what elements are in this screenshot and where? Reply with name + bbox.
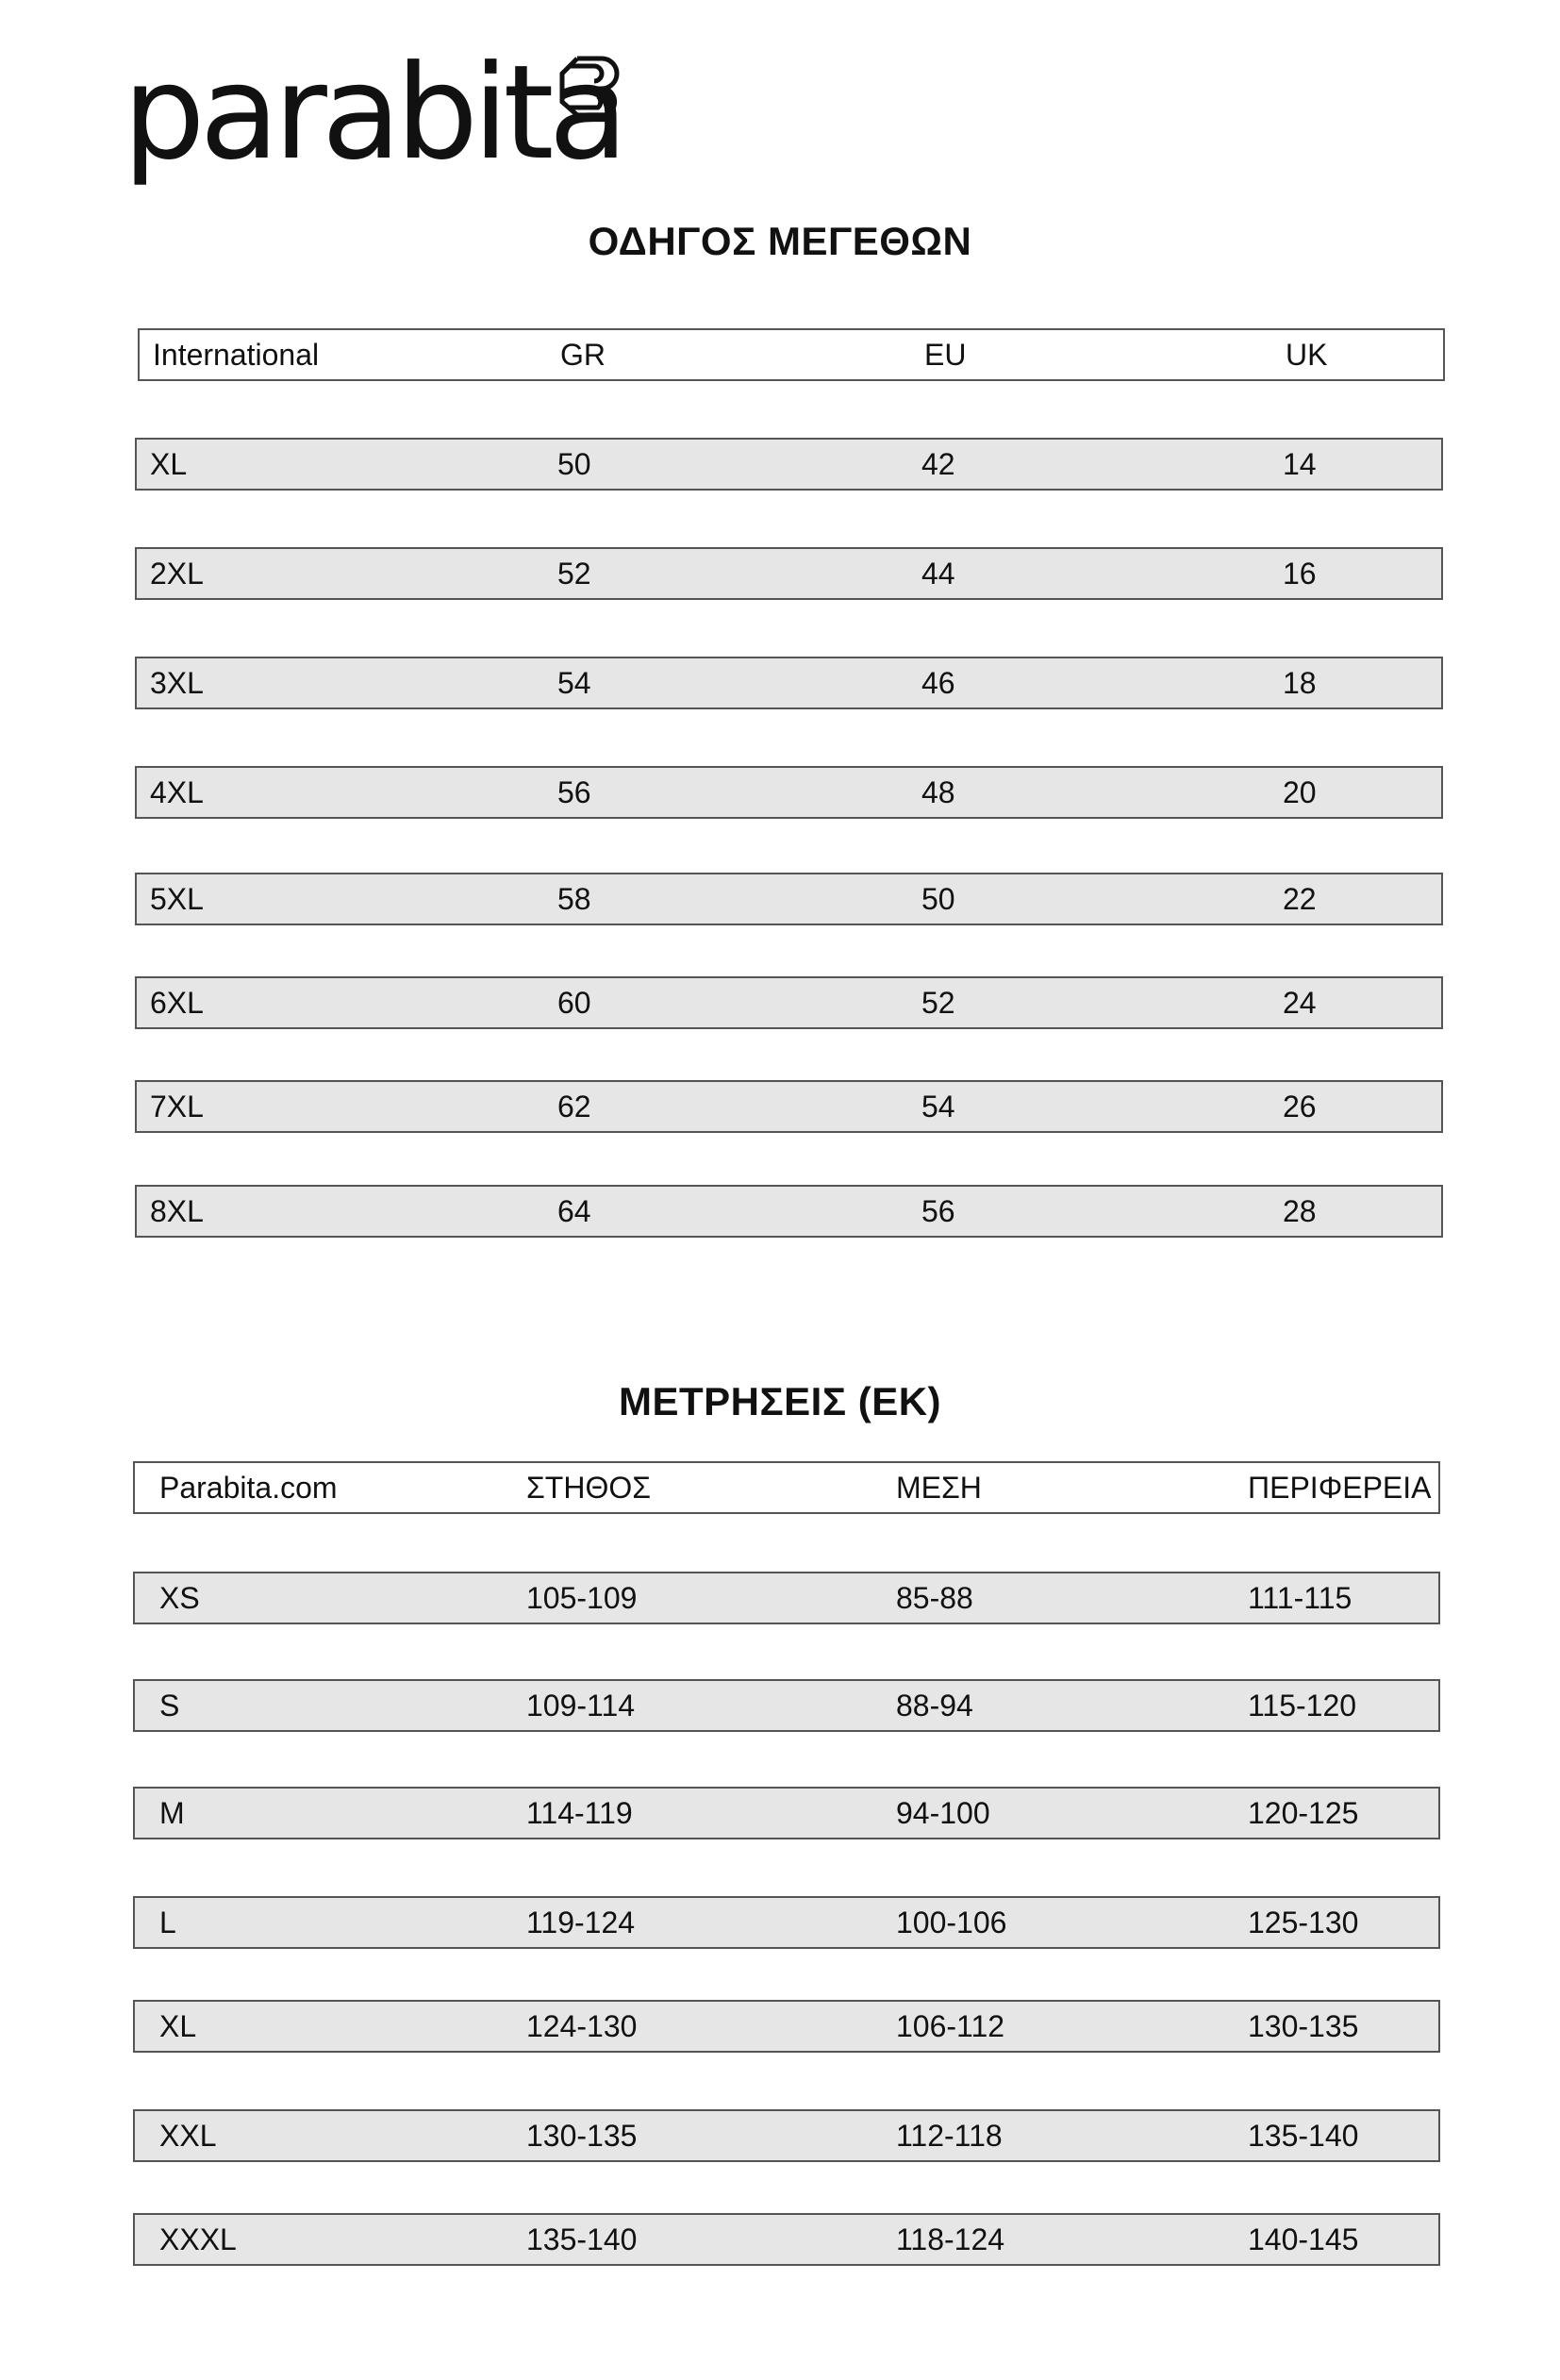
- table-cell: 2XL: [150, 557, 204, 591]
- column-header: EU: [924, 338, 967, 372]
- table-row: [135, 976, 1443, 1029]
- table-cell: 44: [921, 557, 955, 591]
- table-cell: 52: [921, 986, 955, 1020]
- table-cell: 7XL: [150, 1090, 204, 1123]
- table-cell: 18: [1283, 666, 1317, 700]
- column-header: International: [153, 338, 320, 372]
- table-cell: 8XL: [150, 1194, 204, 1228]
- column-header: Parabita.com: [159, 1471, 338, 1505]
- table-cell: 3XL: [150, 666, 204, 700]
- table-cell: 120-125: [1248, 1796, 1359, 1830]
- table-cell: 125-130: [1248, 1906, 1359, 1939]
- table-cell: 119-124: [526, 1906, 636, 1939]
- table-cell: 48: [921, 775, 955, 809]
- table-cell: 94-100: [896, 1796, 990, 1830]
- brand-logo-text: parabita: [123, 37, 623, 189]
- table-cell: XXL: [159, 2119, 217, 2153]
- column-header: ΜΕΣΗ: [896, 1471, 982, 1505]
- table-cell: 62: [557, 1090, 591, 1123]
- table-cell: 114-119: [526, 1796, 633, 1830]
- table-cell: XS: [159, 1581, 200, 1615]
- table-cell: 6XL: [150, 986, 204, 1020]
- table-cell: 130-135: [1248, 2009, 1359, 2043]
- table-cell: 111-115: [1248, 1581, 1353, 1615]
- table-row: [135, 1080, 1443, 1133]
- table-cell: 56: [557, 775, 591, 809]
- table-row: [133, 1679, 1440, 1732]
- table-header-row: [138, 328, 1445, 381]
- table-cell: 26: [1283, 1090, 1317, 1123]
- table-row: [133, 1896, 1440, 1949]
- table-row: [135, 766, 1443, 819]
- table-cell: 60: [557, 986, 591, 1020]
- table-cell: 109-114: [526, 1689, 636, 1723]
- table-cell: 50: [921, 882, 955, 916]
- table-cell: 56: [921, 1194, 955, 1228]
- table-cell: 140-145: [1248, 2222, 1359, 2256]
- table-row: [135, 873, 1443, 925]
- table-cell: 4XL: [150, 775, 204, 809]
- table-cell: 85-88: [896, 1581, 973, 1615]
- column-header: ΣΤΗΘΟΣ: [526, 1471, 651, 1505]
- table-cell: 106-112: [896, 2009, 1005, 2043]
- table-cell: 130-135: [526, 2119, 638, 2153]
- table-cell: 14: [1283, 447, 1317, 481]
- column-header: ΠΕΡΙΦΕΡΕΙΑ: [1248, 1471, 1432, 1505]
- table-row: [135, 657, 1443, 709]
- table-cell: 54: [921, 1090, 955, 1123]
- table-cell: M: [159, 1796, 185, 1830]
- table-cell: XL: [150, 447, 188, 481]
- table-cell: 52: [557, 557, 591, 591]
- table-cell: 28: [1283, 1194, 1317, 1228]
- table-cell: 5XL: [150, 882, 204, 916]
- brand-mark-icon: [556, 53, 622, 119]
- table-cell: L: [159, 1906, 176, 1939]
- table-header-row: [133, 1461, 1440, 1514]
- table-row: [133, 2213, 1440, 2266]
- table-cell: 16: [1283, 557, 1317, 591]
- table-cell: 88-94: [896, 1689, 973, 1723]
- table-row: [135, 438, 1443, 491]
- table-cell: XL: [159, 2009, 197, 2043]
- table-row: [135, 547, 1443, 600]
- table-cell: 22: [1283, 882, 1317, 916]
- table-row: [133, 1787, 1440, 1839]
- table-cell: 105-109: [526, 1581, 638, 1615]
- table-cell: 20: [1283, 775, 1317, 809]
- column-header: UK: [1286, 338, 1328, 372]
- table-cell: 64: [557, 1194, 591, 1228]
- table-cell: 24: [1283, 986, 1317, 1020]
- table-row: [135, 1185, 1443, 1238]
- table-cell: 54: [557, 666, 591, 700]
- table-row: [133, 2000, 1440, 2053]
- measurements-title: ΜΕΤΡΗΣΕΙΣ (ΕΚ): [618, 1379, 942, 1423]
- table-cell: XXXL: [159, 2222, 237, 2256]
- table-row: [133, 1572, 1440, 1624]
- table-cell: 50: [557, 447, 591, 481]
- size-guide-title: ΟΔΗΓΟΣ ΜΕΓΕΘΩΝ: [588, 219, 972, 263]
- table-cell: 135-140: [526, 2222, 638, 2256]
- table-cell: 100-106: [896, 1906, 1007, 1939]
- column-header: GR: [560, 338, 606, 372]
- table-row: [133, 2109, 1440, 2162]
- table-cell: 124-130: [526, 2009, 638, 2043]
- table-cell: 112-118: [896, 2119, 1003, 2153]
- table-cell: 58: [557, 882, 591, 916]
- table-cell: 46: [921, 666, 955, 700]
- table-cell: 118-124: [896, 2222, 1005, 2256]
- table-cell: 135-140: [1248, 2119, 1359, 2153]
- table-cell: 115-120: [1248, 1689, 1357, 1723]
- table-cell: 42: [921, 447, 955, 481]
- table-cell: S: [159, 1689, 180, 1723]
